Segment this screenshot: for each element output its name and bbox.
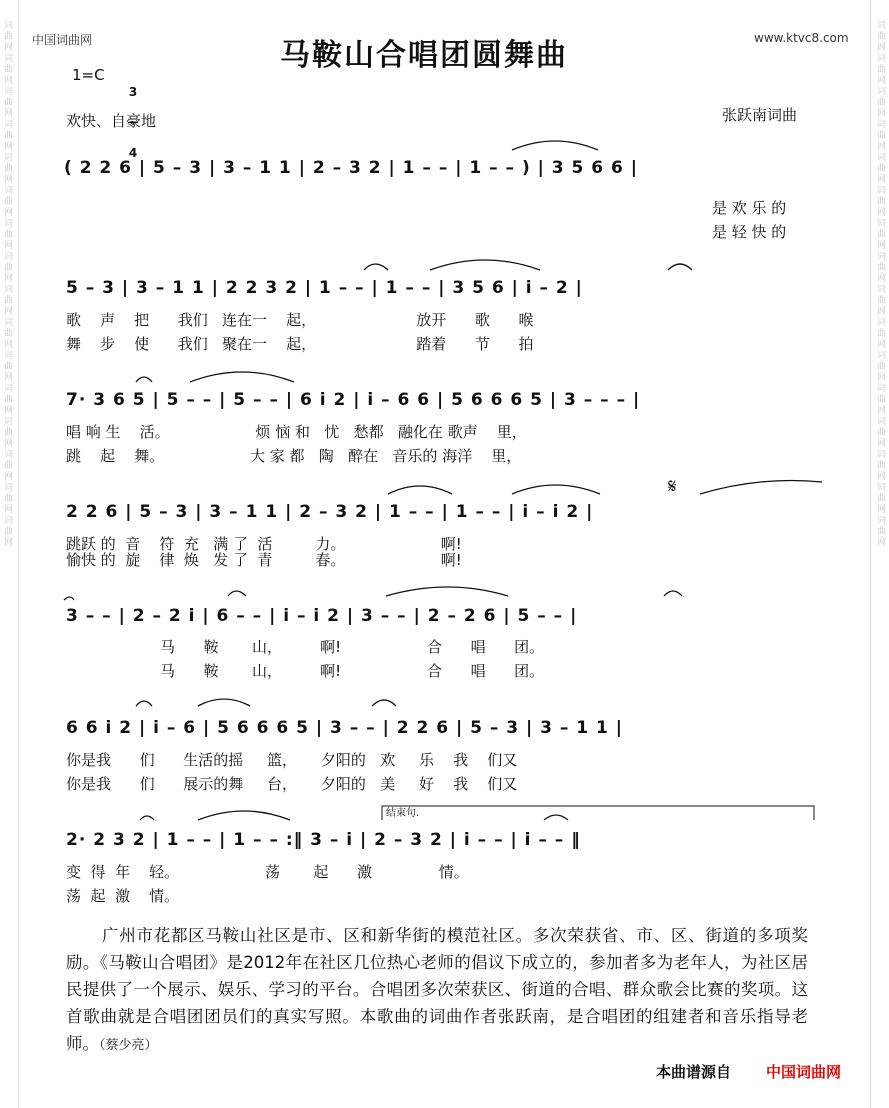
score-line-2-notes: 5 – 3 | 3 – 1 1 | 2 2 3 2 | 1 – – | 1 – – | 3 5 6 | i – 2 | bbox=[66, 278, 583, 298]
source-link[interactable]: 中国词曲网 bbox=[766, 1063, 842, 1081]
score-line-2-lyric-1: 歌 声 把 我们 连在一 起， 放开 歌 喉 bbox=[66, 311, 534, 329]
score-line-6-notes: 6 6 i 2 | i – 6 | 5 6 6 6 5 | 3 – – | 2 2 6 | 5 – 3 | 3 – 1 1 | bbox=[66, 718, 624, 738]
slur bbox=[136, 377, 152, 382]
score-line-4-lyric-2: 愉快 的 旋 律 焕 发 了 青 春。 啊! bbox=[66, 551, 462, 569]
right-watermark: 词曲网词曲网词曲网词曲网词曲网词曲网词曲网词曲网词曲网词曲网词曲网词曲网词曲网词曲网词曲网词曲网 bbox=[875, 20, 885, 548]
slur bbox=[190, 372, 294, 382]
page-title: 马鞍山合唱团圆舞曲 bbox=[280, 38, 568, 73]
score-line-3-lyric-2: 跳 起 舞。 大 家 都 陶 醉在 音乐的 海洋 里， bbox=[66, 447, 522, 465]
slur bbox=[388, 486, 452, 494]
slur bbox=[198, 699, 250, 706]
time-signature-top: 3 bbox=[128, 85, 138, 99]
score-line-4-notes: 2 2 6 | 5 – 3 | 3 – 1 1 | 2 – 3 2 | 1 – – | 1 – – | i – i 2 | bbox=[66, 502, 594, 522]
score-line-5-lyric-1: 马 鞍 山， 啊! 合 唱 团。 bbox=[160, 638, 545, 656]
score-line-4-lyric-1: 跳跃 的 音 符 充 满 了 活 力。 啊! bbox=[66, 535, 462, 553]
score-line-7-lyric-1: 变 得 年 轻。 荡 起 激 情。 bbox=[66, 863, 469, 881]
slur bbox=[544, 815, 568, 820]
slur bbox=[136, 701, 152, 706]
slur bbox=[668, 264, 692, 270]
score-line-1-notes: ( 2 2 6 | 5 – 3 | 3 – 1 1 | 2 – 3 2 | 1 – – | 1 – – ) | 3 5 6 6 | bbox=[64, 158, 638, 178]
slur bbox=[430, 260, 540, 270]
slur bbox=[140, 816, 154, 820]
song-description bbox=[66, 922, 808, 1059]
slur bbox=[700, 481, 822, 495]
score-line-3-lyric-1: 唱 响 生 活。 烦 恼 和 忧 愁都 融化在 歌声 里， bbox=[66, 423, 527, 441]
slur bbox=[512, 141, 598, 150]
score-line-1-lyric-1: 是 欢 乐 的 bbox=[712, 199, 787, 217]
score-line-1-lyric-2: 是 轻 快 的 bbox=[712, 223, 787, 241]
ending-label: 结束句. bbox=[386, 808, 420, 819]
score-line-2-lyric-2: 舞 步 使 我们 聚在一 起， 踏着 节 拍 bbox=[66, 335, 534, 353]
key-signature: 1=C bbox=[72, 66, 105, 84]
score-line-5-notes: 3 – – | 2 – 2 i | 6 – – | i – i 2 | 3 – – | 2 – 2 6 | 5 – – | bbox=[66, 606, 578, 626]
description-signature: （蔡少亮） bbox=[99, 1038, 158, 1053]
ending-bracket bbox=[382, 806, 814, 820]
slur bbox=[664, 591, 682, 596]
score-line-6-lyric-1: 你是我 们 生活的摇 篮， 夕阳的 欢 乐 我 们又 bbox=[66, 751, 518, 769]
time-signature-bottom: 4 bbox=[128, 146, 138, 160]
site-url[interactable]: www.ktvc8.com bbox=[754, 31, 849, 45]
score-line-5-lyric-2: 马 鞍 山， 啊! 合 唱 团。 bbox=[160, 662, 545, 680]
slur bbox=[386, 587, 508, 596]
credits: 张跃南词曲 bbox=[722, 106, 798, 124]
slur bbox=[228, 591, 246, 596]
slur bbox=[64, 597, 74, 600]
source-label: 本曲谱源自 bbox=[656, 1063, 732, 1081]
tempo-marking: 欢快、自豪地 bbox=[66, 112, 157, 130]
score-line-7-lyric-2: 荡 起 激 情。 bbox=[66, 887, 180, 905]
slur bbox=[198, 811, 290, 820]
segno-sign: 𝄋 bbox=[668, 474, 677, 498]
score-line-7-notes: 2· 2 3 2 | 1 – – | 1 – – :‖ 3 – i | 2 – 3 2 | i – – | i – – ‖ bbox=[66, 830, 581, 850]
score-line-3-notes: 7· 3 6 5 | 5 – – | 5 – – | 6 i 2 | i – 6 6 | 5 6 6 6 5 | 3 – – – | bbox=[66, 390, 641, 410]
slur bbox=[512, 485, 600, 494]
site-name: 中国词曲网 bbox=[32, 33, 93, 47]
description-paragraph: 广州市花都区马鞍山社区是市、区和新华街的模范社区。多次荣获省、市、区、街道的多项奖励。《马鞍山合唱团》是2012年在社区几位热心老师的倡议下成立的，参加者多为老年人，为社区居民提供了一个展示、娱乐、学习的平台。合唱团多次荣获区、街道的合唱、群众歌会比赛的奖项。这首歌曲就是合唱团团员们的真实写照。本歌曲的词曲作者张跃南，是合唱团的组建者和音乐指导老师。 bbox=[66, 926, 808, 1053]
slur bbox=[364, 264, 388, 270]
score-line-6-lyric-2: 你是我 们 展示的舞 台， 夕阳的 美 好 我 们又 bbox=[66, 775, 518, 793]
left-watermark: 词曲网词曲网词曲网词曲网词曲网词曲网词曲网词曲网词曲网词曲网词曲网词曲网词曲网词曲网词曲网词曲网 bbox=[2, 20, 12, 548]
slur bbox=[372, 700, 396, 706]
